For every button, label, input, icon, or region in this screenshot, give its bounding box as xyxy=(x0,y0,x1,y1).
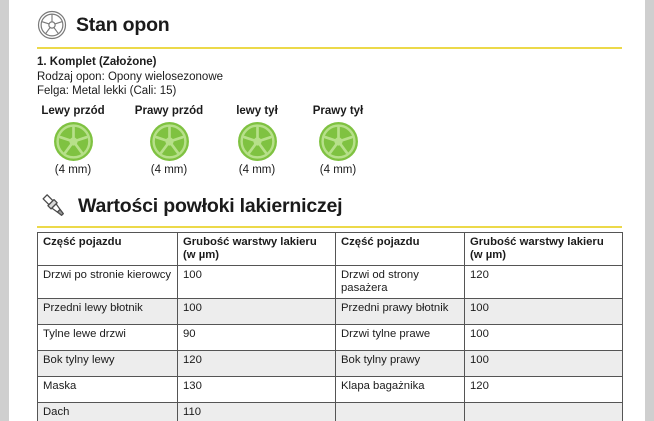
cell-empty xyxy=(465,403,623,421)
paint-thickness-table xyxy=(37,232,623,421)
table-row xyxy=(38,266,623,299)
cell-part-right: Drzwi od strony pasażera xyxy=(336,266,465,299)
divider-tires xyxy=(37,47,622,49)
wheel-item-rear-right xyxy=(290,104,386,176)
paint-section-title: Wartości powłoki lakierniczej xyxy=(78,194,343,217)
wheel-item-front-right xyxy=(121,104,217,176)
cell-part-right: Bok tylny prawy xyxy=(336,351,465,377)
wheel-tread-depth: (4 mm) xyxy=(238,164,276,176)
wheel-item-front-left xyxy=(25,104,121,176)
cell-part-left: Przedni lewy błotnik xyxy=(38,299,178,325)
cell-thickness-right: 100 xyxy=(465,325,623,351)
wheel-tread-depth: (4 mm) xyxy=(150,164,188,176)
wheel-position-label: Prawy tył xyxy=(312,105,364,117)
cell-part-left: Dach xyxy=(38,403,178,421)
cell-part-right: Klapa bagażnika xyxy=(336,377,465,403)
cell-part-right: Przedni prawy błotnik xyxy=(336,299,465,325)
cell-thickness-left: 110 xyxy=(178,403,336,421)
table-row xyxy=(38,403,623,421)
table-row xyxy=(38,351,623,377)
cell-empty xyxy=(336,403,465,421)
cell-part-left: Maska xyxy=(38,377,178,403)
cell-thickness-right: 100 xyxy=(465,299,623,325)
cell-part-left: Drzwi po stronie kierowcy xyxy=(38,266,178,299)
cell-thickness-right: 120 xyxy=(465,266,623,299)
column-header-thickness-right: Grubość warstwy lakieru (w µm) xyxy=(465,233,623,266)
cell-thickness-left: 130 xyxy=(178,377,336,403)
tire-wheel-icon xyxy=(25,121,121,162)
cell-part-right: Drzwi tylne prawe xyxy=(336,325,465,351)
paint-brush-icon xyxy=(39,191,69,221)
tire-wheel-icon xyxy=(290,121,386,162)
divider-paint xyxy=(37,226,622,228)
wheel-position-label: Prawy przód xyxy=(134,105,204,117)
cell-thickness-left: 120 xyxy=(178,351,336,377)
column-header-thickness-left: Grubość warstwy lakieru (w µm) xyxy=(178,233,336,266)
cell-thickness-left: 90 xyxy=(178,325,336,351)
tire-set-label: 1. Komplet (Założone) xyxy=(37,56,157,68)
cell-part-left: Bok tylny lewy xyxy=(38,351,178,377)
cell-thickness-right: 100 xyxy=(465,351,623,377)
wheel-rim-icon xyxy=(37,10,67,40)
wheel-position-label: lewy tył xyxy=(236,105,278,117)
document-page xyxy=(9,0,645,421)
tire-rim-line: Felga: Metal lekki (Cali: 15) xyxy=(37,85,177,97)
tire-set-info xyxy=(37,55,223,99)
cell-thickness-left: 100 xyxy=(178,299,336,325)
wheel-position-label: Lewy przód xyxy=(41,105,105,117)
wheel-tread-depth: (4 mm) xyxy=(319,164,357,176)
column-header-part-left: Część pojazdu xyxy=(38,233,178,266)
tire-wheel-icon xyxy=(121,121,217,162)
column-header-part-right: Część pojazdu xyxy=(336,233,465,266)
wheel-tread-depth: (4 mm) xyxy=(54,164,92,176)
table-row xyxy=(38,325,623,351)
tires-section-heading xyxy=(37,10,170,40)
cell-thickness-right: 120 xyxy=(465,377,623,403)
table-header-row xyxy=(38,233,623,266)
tire-type-line: Rodzaj opon: Opony wielosezonowe xyxy=(37,70,224,83)
table-row xyxy=(38,377,623,403)
page-title: Stan opon xyxy=(76,13,170,36)
cell-part-left: Tylne lewe drzwi xyxy=(38,325,178,351)
table-row xyxy=(38,299,623,325)
wheel-list xyxy=(37,104,367,186)
paint-section-heading xyxy=(39,191,342,221)
cell-thickness-left: 100 xyxy=(178,266,336,299)
